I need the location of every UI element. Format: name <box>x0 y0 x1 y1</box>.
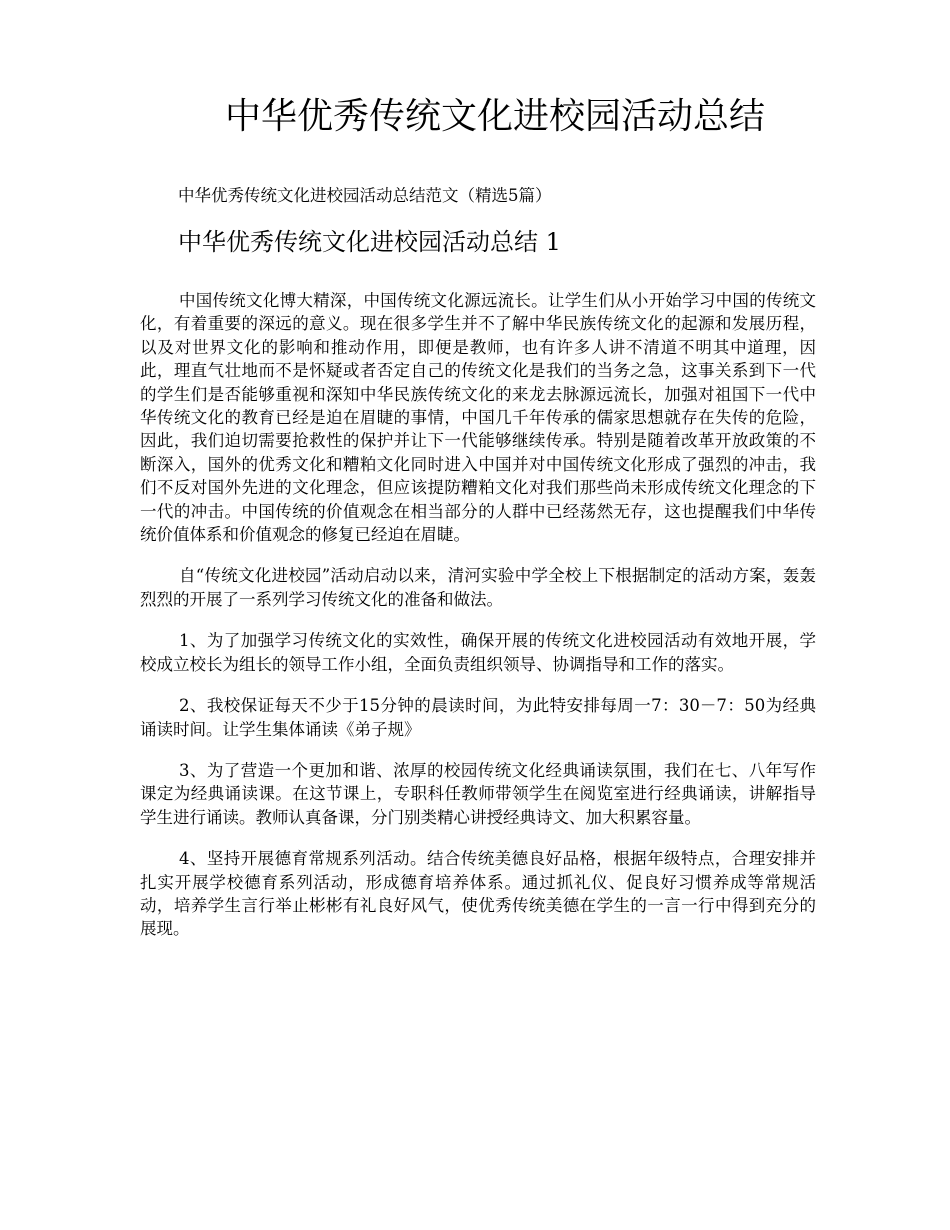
document-subtitle: 中华优秀传统文化进校园活动总结范文（精选5篇） <box>178 186 552 205</box>
section-heading: 中华优秀传统文化进校园活动总结 1 <box>178 228 561 256</box>
paragraph-item-4: 4、坚持开展德育常规系列活动。结合传统美德良好品格，根据年级特点，合理安排并扎实开展学校德育系列活动，形成德育培养体系。通过抓礼仪、促良好习惯养成等常规活动，培养学生言行举止彬彬有礼良好风气，使优秀传统美德在学生的一言一行中得到充分的展现。 <box>140 849 816 939</box>
paragraph-item-1: 1、为了加强学习传统文化的实效性，确保开展的传统文化进校园活动有效地开展，学校成立校长为组长的领导工作小组，全面负责组织领导、协调指导和工作的落实。 <box>140 631 816 674</box>
document-title: 中华优秀传统文化进校园活动总结 <box>224 96 765 137</box>
document-body <box>140 289 816 959</box>
paragraph-activity-launch: 自“传统文化进校园”活动启动以来，清河实验中学全校上下根据制定的活动方案，轰轰烈烈的开展了一系列学习传统文化的准备和做法。 <box>140 566 816 609</box>
paragraph-intro: 中国传统文化博大精深，中国传统文化源远流长。让学生们从小开始学习中国的传统文化，有着重要的深远的意义。现在很多学生并不了解中华民族传统文化的起源和发展历程，以及对世界文化的影响和推动作用，即便是教师，也有许多人讲不清道不明其中道理，因此，理直气壮地而不是怀疑或者否定自己的传统文化是我们的当务之急，这事关系到下一代的学生们是否能够重视和深知中华民族传统文化的来龙去脉源远流长，加强对祖国下一代中华传统文化的教育已经是迫在眉睫的事情，中国几千年传承的儒家思想就存在失传的危险，因此，我们迫切需要抢救性的保护并让下一代能够继续传承。特别是随着改革开放政策的不断深入，国外的优秀文化和糟粕文化同时进入中国并对中国传统文化形成了强烈的冲击，我们不反对国外先进的文化理念，但应该提防糟粕文化对我们那些尚未形成传统文化理念的下一代的冲击。中国传统的价值观念在相当部分的人群中已经荡然无存，这也提醒我们中华传统价值体系和价值观念的修复已经迫在眉睫。 <box>140 291 816 545</box>
paragraph-item-3: 3、为了营造一个更加和谐、浓厚的校园传统文化经典诵读氛围，我们在七、八年写作课定为经典诵读课。在这节课上，专职科任教师带领学生在阅览室进行经典诵读，讲解指导学生进行诵读。教师认真备课，分门别类精心讲授经典诗文、加大积累容量。 <box>140 760 816 827</box>
paragraph-item-2: 2、我校保证每天不少于15分钟的晨读时间，为此特安排每周一7：30－7：50为经典诵读时间。让学生集体诵读《弟子规》 <box>140 696 816 739</box>
